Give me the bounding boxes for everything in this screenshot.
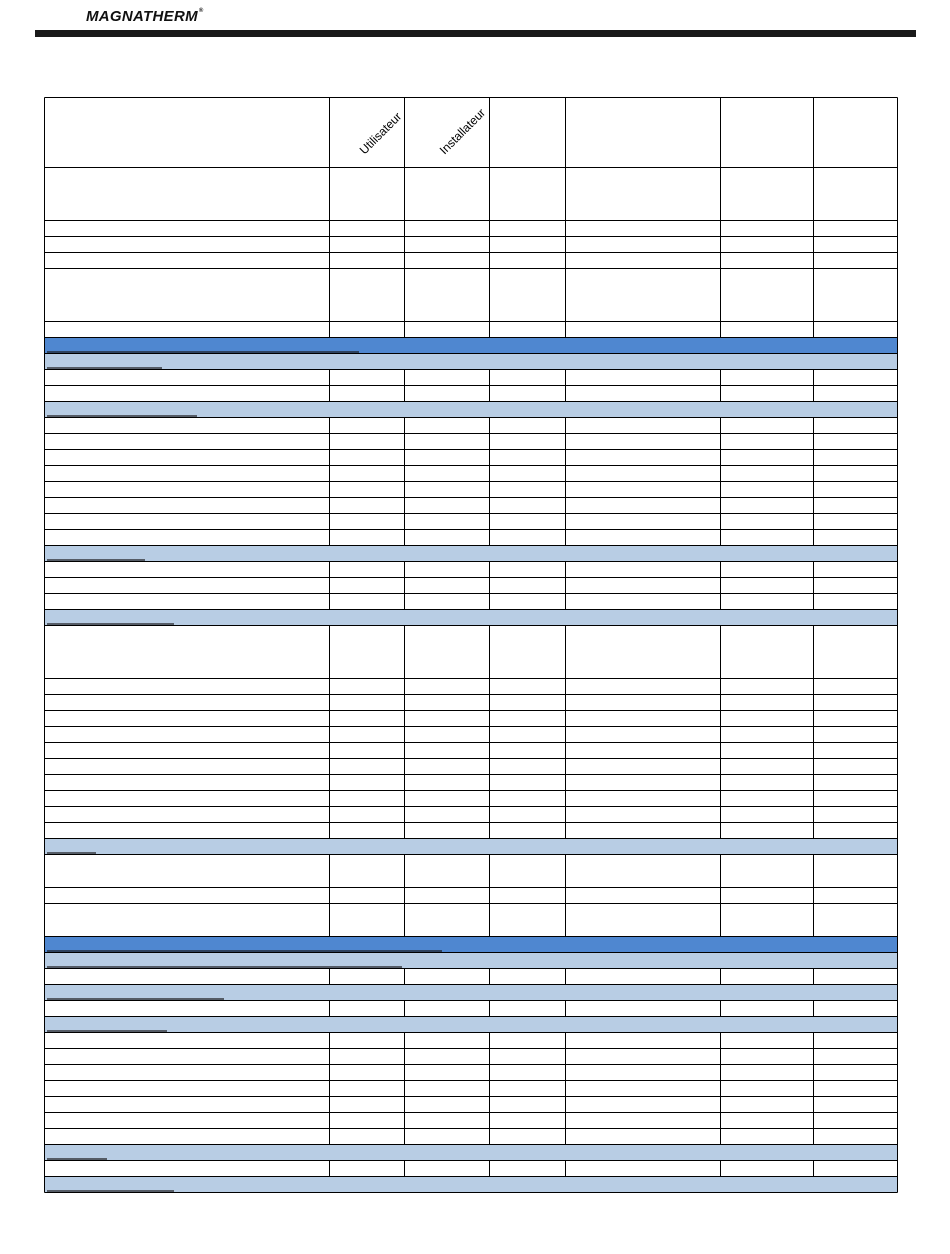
group-band [45,1176,898,1192]
group-band [45,1016,898,1032]
brand-name: MAGNATHERM [86,8,198,25]
group-band [45,401,898,417]
settings-table [44,97,898,1212]
group-band [45,952,898,968]
settings-table-grid [44,97,898,1212]
group-band [45,353,898,369]
header-rule [35,30,916,37]
group-band [45,838,898,854]
group-band [45,984,898,1000]
section-band [45,337,898,353]
column-header-utilisateur: Utilisateur [356,109,405,158]
group-band [45,1144,898,1160]
group-band [45,609,898,625]
section-band [45,936,898,952]
registered-mark: ® [198,8,204,14]
group-band [45,545,898,561]
brand-logo [86,8,204,25]
column-header-installateur: Installateur [436,105,489,158]
